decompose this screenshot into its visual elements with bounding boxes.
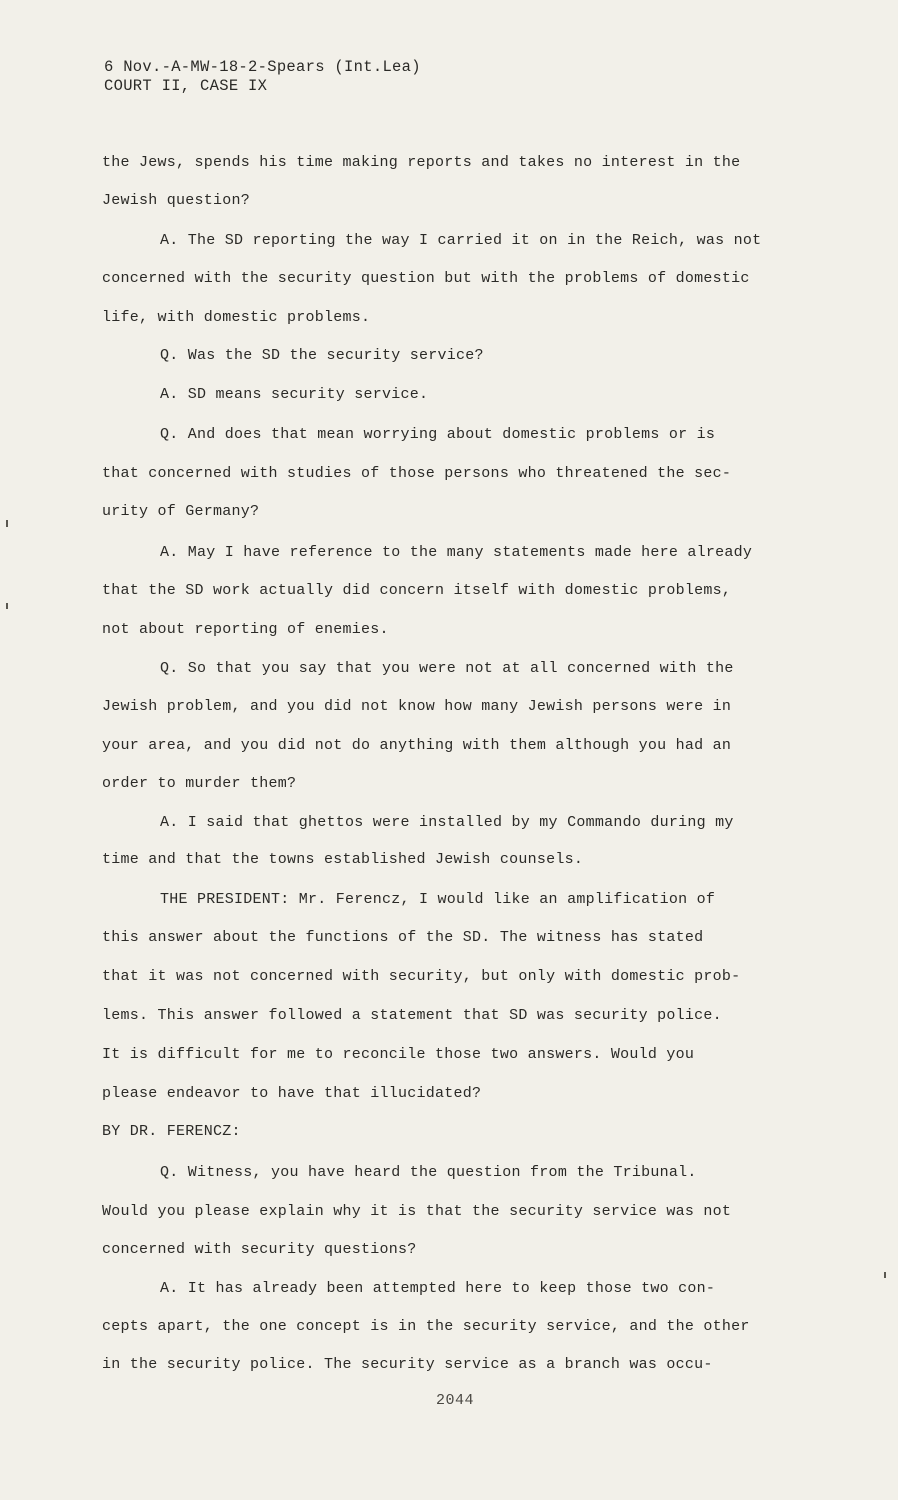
text-line: your area, and you did not do anything with them although you had an — [102, 737, 732, 754]
answer-line: A. SD means security service. — [160, 386, 429, 403]
text-line: Would you please explain why it is that the security service was not — [102, 1203, 732, 1220]
question-line: Q. Witness, you have heard the question from the Tribunal. — [160, 1164, 697, 1181]
text-line: urity of Germany? — [102, 503, 260, 520]
margin-mark — [884, 1272, 886, 1278]
text-line: in the security police. The security service as a branch was occu- — [102, 1356, 713, 1373]
header-line-1: 6 Nov.-A-MW-18-2-Spears (Int.Lea) — [104, 58, 421, 76]
text-line: that concerned with studies of those persons who threatened the sec- — [102, 465, 732, 482]
answer-line: A. It has already been attempted here to keep those two con- — [160, 1280, 716, 1297]
text-line: It is difficult for me to reconcile those two answers. Would you — [102, 1046, 695, 1063]
text-line: that it was not concerned with security, but only with domestic prob- — [102, 968, 741, 985]
examiner-heading: BY DR. FERENCZ: — [102, 1123, 241, 1140]
text-line: concerned with security questions? — [102, 1241, 417, 1258]
text-line: this answer about the functions of the SD. The witness has stated — [102, 929, 704, 946]
answer-line: A. The SD reporting the way I carried it on in the Reich, was not — [160, 232, 762, 249]
text-line: please endeavor to have that illucidated? — [102, 1085, 482, 1102]
text-line: concerned with the security question but with the problems of domestic — [102, 270, 750, 287]
margin-mark — [6, 603, 8, 609]
text-line: time and that the towns established Jewish counsels. — [102, 851, 584, 868]
text-line: order to murder them? — [102, 775, 297, 792]
text-line: lems. This answer followed a statement that SD was security police. — [102, 1007, 722, 1024]
text-line: cepts apart, the one concept is in the security service, and the other — [102, 1318, 750, 1335]
text-line: life, with domestic problems. — [102, 309, 371, 326]
page-number: 2044 — [436, 1392, 475, 1409]
header-line-2: COURT II, CASE IX — [104, 77, 268, 95]
question-line: Q. Was the SD the security service? — [160, 347, 484, 364]
text-line: Jewish question? — [102, 192, 251, 209]
text-line: the Jews, spends his time making reports and takes no interest in the — [102, 154, 741, 171]
question-line: Q. So that you say that you were not at all concerned with the — [160, 660, 734, 677]
text-line: Jewish problem, and you did not know how many Jewish persons were in — [102, 698, 732, 715]
speaker-line: THE PRESIDENT: Mr. Ferencz, I would like an amplification of — [160, 891, 716, 908]
question-line: Q. And does that mean worrying about domestic problems or is — [160, 426, 716, 443]
answer-line: A. May I have reference to the many statements made here already — [160, 544, 753, 561]
text-line: that the SD work actually did concern itself with domestic problems, — [102, 582, 732, 599]
answer-line: A. I said that ghettos were installed by my Commando during my — [160, 814, 734, 831]
margin-mark — [6, 520, 8, 527]
document-header — [104, 58, 421, 96]
text-line: not about reporting of enemies. — [102, 621, 389, 638]
